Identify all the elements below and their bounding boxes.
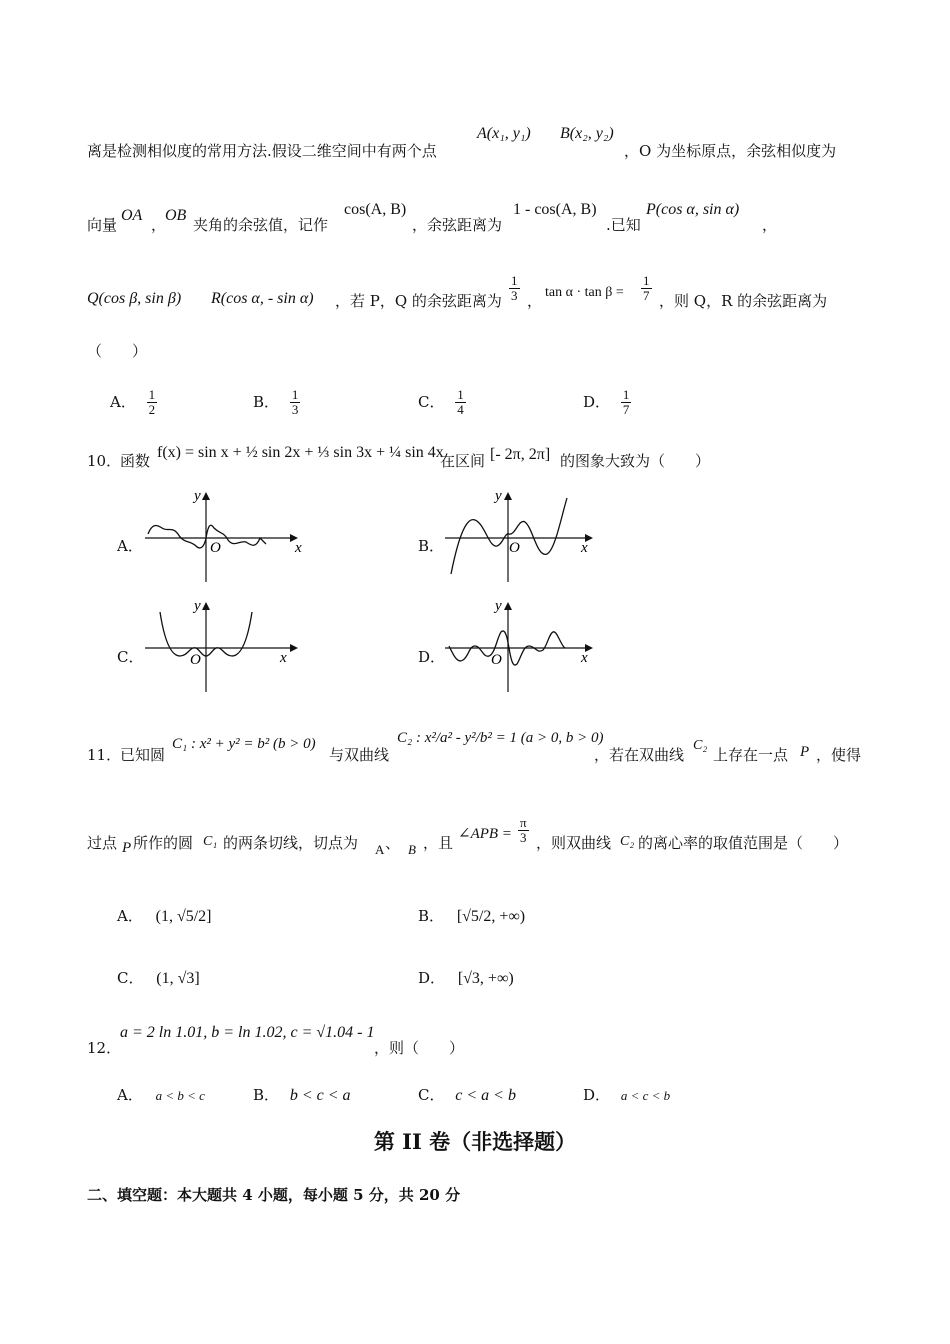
q10-interval: [- 2π, 2π] — [490, 446, 551, 463]
q10-d-x-label: x — [581, 650, 588, 666]
q9-option-d[interactable] — [583, 388, 631, 418]
q11-option-a-value: (1, √5/2] — [155, 908, 212, 925]
q9-paren: （ ） — [87, 342, 148, 360]
q10-b-x-label: x — [581, 540, 588, 556]
q11-line2-a: 过点 — [87, 834, 118, 852]
q11-line2-c2: C₂ — [620, 834, 635, 849]
q12-suffix: ，则（ ） — [374, 1039, 465, 1057]
fill-in-heading: 二、填空题：本大题共 4 小题，每小题 5 分，共 20 分 — [87, 1186, 461, 1204]
q11-text1: 已知圆 — [120, 746, 166, 764]
q11-line2-d: ，且 — [423, 834, 454, 852]
q9-point-p: P(cos α, sin α) — [646, 201, 740, 218]
q11-option-c-label: C． — [117, 969, 144, 987]
q10-c-origin: O — [190, 652, 201, 668]
q10-suffix: 的图象大致为（ ） — [560, 452, 711, 470]
q12-option-d[interactable] — [583, 1084, 670, 1105]
q9-option-b[interactable] — [253, 388, 300, 418]
q10-curve-b — [451, 498, 567, 574]
q9-known: .已知 — [606, 216, 641, 234]
q10-option-d-label[interactable]: D． — [418, 648, 446, 666]
q9-frac-seventh-n: 1 — [643, 273, 650, 288]
q9-line1 — [87, 140, 437, 161]
q11-line2-b: 所作的圆 — [133, 834, 194, 852]
q9-line3-mid: ，若 P，Q 的余弦距离为 — [335, 292, 502, 310]
q11-line2-c1: C₁ — [203, 834, 218, 849]
q11-c2: C₂ — [693, 738, 708, 753]
q10-b-origin: O — [509, 540, 520, 556]
q11-line2-c: 的两条切线，切点为 — [223, 834, 359, 852]
q9-line2-mid: 夹角的余弦值，记作 — [193, 216, 329, 234]
q9-line3-end: ，则 Q，R 的余弦距离为 — [659, 292, 828, 310]
q10-a-x-label: x — [295, 540, 302, 556]
q12-option-a[interactable] — [117, 1084, 205, 1105]
q9-frac-third-d: 3 — [511, 288, 518, 304]
q9-dist-ab: 1 - cos(A, B) — [513, 201, 597, 218]
q12-option-c[interactable] — [418, 1084, 516, 1105]
q9-line1-end: ，O 为坐标原点，余弦相似度为 — [624, 142, 837, 160]
q9-point-q: Q(cos β, sin β) — [87, 290, 182, 307]
q11-line2-f: 的离心率的取值范围是（ ） — [638, 834, 849, 852]
q10-mid: 在区间 — [440, 452, 486, 470]
q11-line2-p: P — [122, 840, 132, 856]
q9-option-b-label: B． — [253, 392, 280, 411]
q11-pi-n: π — [520, 815, 527, 830]
q10-option-c-label[interactable]: C． — [117, 648, 144, 666]
q9-point-a: A(x₁, y₁) — [477, 125, 531, 142]
q9-frac-third — [509, 274, 520, 304]
q10-number: 10． — [87, 452, 122, 470]
q12-option-d-label: D． — [583, 1086, 611, 1104]
q9-option-b-d: 3 — [291, 402, 299, 418]
q10-graph-a[interactable] — [140, 488, 300, 584]
q11-option-a[interactable] — [117, 905, 212, 926]
q11-option-d-value: [√3, +∞) — [457, 970, 514, 987]
q9-line2-mid2: ，余弦距离为 — [412, 216, 503, 234]
q10-d-origin: O — [491, 652, 502, 668]
q10-curve-a — [148, 525, 266, 548]
y-axis-arrow-icon — [504, 492, 512, 500]
x-axis-arrow-icon — [290, 644, 298, 652]
q12-option-a-value: a < b < c — [155, 1088, 205, 1103]
q11-hyperbola: C₂ : x²/a² - y²/b² = 1 (a > 0, b > 0) — [397, 730, 604, 746]
q9-option-d-label: D． — [583, 392, 611, 411]
q10-b-y-label: y — [495, 488, 502, 504]
q9-option-c[interactable] — [418, 388, 466, 418]
q9-option-c-label: C． — [418, 392, 445, 411]
q11-sep: 、 — [385, 834, 401, 852]
q9-line2-start: 向量 — [87, 216, 118, 234]
q11-text2: 与双曲线 — [329, 746, 390, 764]
q11-p: P — [800, 744, 810, 760]
q11-text5: ，使得 — [816, 746, 862, 764]
q10-graph-b[interactable] — [443, 488, 603, 584]
q12-option-a-label: A． — [117, 1086, 143, 1104]
q11-option-b-value: [√5/2, +∞) — [456, 908, 526, 925]
q9-option-c-d: 4 — [457, 402, 464, 418]
q9-option-c-n: 1 — [457, 387, 464, 402]
q12-option-b-value: b < c < a — [289, 1087, 351, 1104]
q9-option-a-label: A． — [110, 392, 136, 411]
q10-a-y-label: y — [194, 488, 201, 504]
q11-option-b[interactable] — [418, 905, 525, 926]
q9-frac-seventh-d: 7 — [643, 288, 650, 304]
q11-option-c[interactable] — [117, 967, 200, 988]
q9-option-a-d: 2 — [148, 402, 156, 418]
q9-cos-ab: cos(A, B) — [344, 201, 407, 218]
q10-graph-d[interactable] — [443, 598, 603, 694]
section-title: 第 II 卷（非选择题） — [373, 1129, 577, 1154]
q10-option-a-label[interactable]: A． — [117, 537, 143, 555]
q9-option-a-n: 1 — [148, 387, 156, 402]
q11-option-d-label: D． — [418, 969, 446, 987]
q11-option-c-value: (1, √3] — [156, 970, 200, 987]
q9-frac-third-n: 1 — [511, 273, 518, 288]
q12-option-b[interactable] — [253, 1084, 351, 1105]
q11-point-b: B — [408, 842, 416, 857]
q12-option-c-label: C． — [418, 1086, 445, 1104]
q10-prefix: 函数 — [120, 452, 151, 470]
q12-expression: a = 2 ln 1.01, b = ln 1.02, c = √1.04 - 1 — [120, 1024, 375, 1041]
y-axis-arrow-icon — [504, 602, 512, 610]
q11-frac-pi — [518, 816, 529, 846]
q11-line2-e: ，则双曲线 — [536, 834, 612, 852]
q11-text4: 上存在一点 — [713, 746, 789, 764]
q11-point-a: A — [375, 842, 385, 857]
q9-vec-oa: OA — [121, 207, 143, 224]
q9-point-b: B(x₂, y₂) — [560, 125, 614, 142]
q11-option-a-label: A． — [117, 907, 143, 925]
q9-option-a[interactable] — [110, 388, 157, 418]
q12-option-c-value: c < a < b — [455, 1087, 516, 1104]
y-axis-arrow-icon — [202, 602, 210, 610]
q12-number: 12． — [87, 1039, 122, 1057]
q9-tan-expr: tan α · tan β = — [545, 285, 624, 300]
q10-c-y-label: y — [194, 598, 201, 614]
q9-option-b-n: 1 — [291, 387, 299, 402]
q11-number: 11． — [87, 746, 122, 764]
q10-graph-c[interactable] — [140, 598, 300, 694]
q9-frac-seventh — [641, 274, 652, 304]
q9-option-d-n: 1 — [622, 387, 630, 402]
q11-angle: ∠APB = — [458, 826, 512, 842]
q11-text3: ，若在双曲线 — [594, 746, 685, 764]
q10-option-b-label[interactable]: B． — [418, 537, 445, 555]
q10-c-x-label: x — [280, 650, 287, 666]
q10-d-y-label: y — [495, 598, 502, 614]
q10-function: f(x) = sin x + ½ sin 2x + ⅓ sin 3x + ¼ sin 4x — [157, 444, 444, 461]
q9-point-r: R(cos α, - sin α) — [211, 290, 314, 307]
q11-circle: C₁ : x² + y² = b² (b > 0) — [172, 736, 316, 752]
q10-a-origin: O — [210, 540, 221, 556]
q11-option-b-label: B． — [418, 907, 445, 925]
q11-pi-d: 3 — [520, 830, 527, 846]
q12-option-b-label: B． — [253, 1086, 280, 1104]
q9-line1-text: 离是检测相似度的常用方法.假设二维空间中有两个点 — [87, 142, 437, 160]
q9-option-d-d: 7 — [622, 402, 630, 418]
q9-vec-ob: OB — [165, 207, 187, 224]
y-axis-arrow-icon — [202, 492, 210, 500]
q11-option-d[interactable] — [418, 967, 514, 988]
q12-option-d-value: a < c < b — [620, 1088, 671, 1103]
